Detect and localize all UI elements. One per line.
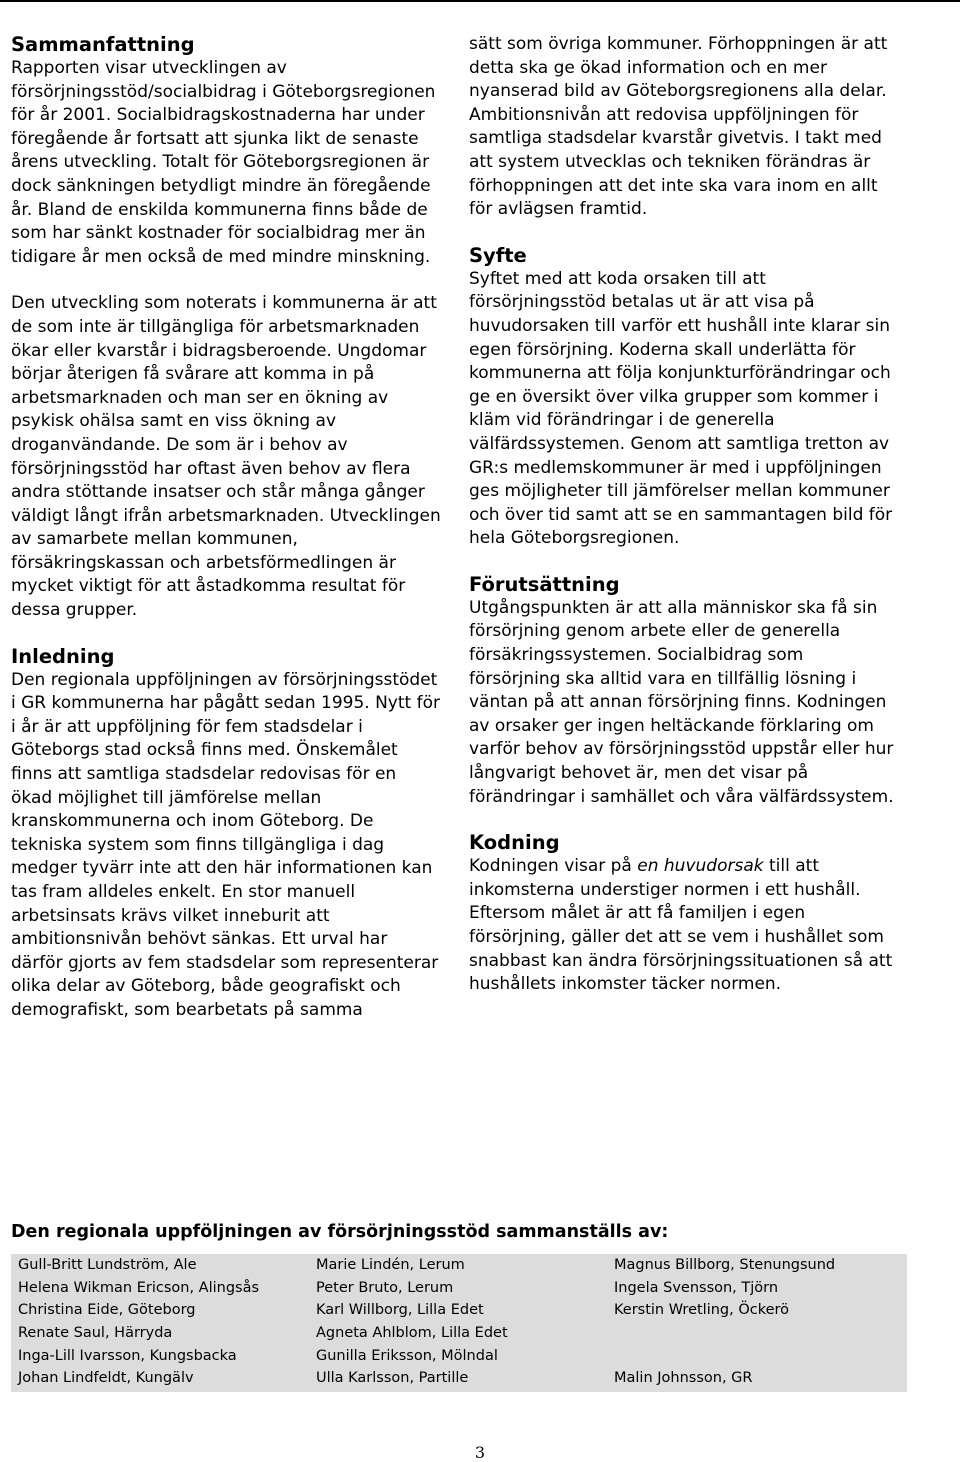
contributors-column-3 (614, 1254, 835, 1390)
contributor: Renate Saul, Härryda (18, 1325, 173, 1342)
contributors-column-2 (316, 1254, 508, 1390)
page-number: 3 (474, 1443, 486, 1462)
coding-paragraph (469, 855, 894, 997)
intro-heading: Inledning (11, 644, 115, 668)
contributors-box (11, 1254, 907, 1392)
contributor: Christina Eide, Göteborg (18, 1302, 196, 1319)
premise-paragraph: Utgångspunkten är att alla människor ska få sin försörjning genom arbete eller de generella försäkringssystemen. Socialbidrag som försörjning ska alltid vara en tillfällig lösning i väntan på att annan försörjning finns. Kodningen av orsaker ger ingen heltäckande förklaring om varför behov av försörjningsstöd uppstår eller hur långvarigt behovet är, men det visar på förändringar i samhället och våra välfärdssystem. (469, 597, 894, 807)
right-column (469, 33, 894, 997)
summary-paragraph-2: Den utveckling som noterats i kommunerna är att de som inte är tillgängliga för arbetsmarknaden ökar eller kvarstår i bidragsberoende. Ungdomar börjar återigen få svårare att komma in på arbetsmarknaden och man ser en ökning av psykisk ohälsa samt en viss ökning av droganvändande. De som är i behov av försörjningsstöd har oftast även behov av flera andra stöttande insatser och står många gånger väldigt långt ifrån arbetsmarknaden. Utvecklingen av samarbete mellan kommunen, försäkringskassan och arbetsförmedlingen är mycket viktigt för att åstadkomma resultat för dessa grupper. (11, 293, 441, 621)
contributor: Magnus Billborg, Stenungsund (614, 1257, 836, 1273)
contributors-column-1 (18, 1254, 259, 1390)
contributor: Johan Lindfeldt, Kungälv (18, 1370, 194, 1387)
summary-paragraph-1: Rapporten visar utvecklingen av försörjningsstöd/socialbidrag i Göteborgsregionen för år 2001. Socialbidragskostnaderna har under föregående år fortsatt att sjunka likt de senaste årens utveckling. Totalt för Göteborgsregionen är dock sänkningen betydligt mindre än föregående år. Bland de enskilda kommunerna finns både de som har sänkt kostnader för socialbidrag mer än tidigare år men också de med mindre minskning. (11, 58, 436, 267)
contributor (614, 1345, 835, 1368)
contributor: Karl Willborg, Lilla Edet (316, 1302, 484, 1319)
coding-heading: Kodning (469, 831, 560, 855)
intro-paragraph-continued: sätt som övriga kommuner. Förhoppningen är att detta ska ge ökad information och en mer nyanserad bild av Göteborgsregionens alla delar. Ambitionsnivån att redovisa uppföljningen för samtliga stadsdelar kvarstår givetvis. I takt med att system utvecklas och tekniken förändras är förhoppningen att det inte ska vara inom en allt för avlägsen framtid. (469, 34, 888, 220)
premise-section (469, 573, 894, 809)
coding-section (469, 831, 894, 997)
compiled-by-heading: Den regionala uppföljningen av försörjningsstöd sammanställs av: (11, 1222, 669, 1242)
contributor: Kerstin Wretling, Öckerö (614, 1302, 790, 1319)
contributor: Marie Lindén, Lerum (316, 1257, 465, 1273)
summary-heading: Sammanfattning (11, 33, 195, 56)
purpose-section (469, 244, 894, 551)
intro-paragraph: Den regionala uppföljningen av försörjningsstödet i GR kommunerna har pågått sedan 1995. Nytt för i år är att uppföljning för fem stadsdelar i Göteborgs stad också finns med. Önskemålet finns att samtliga stadsdelar redovisas för en ökad möjlighet till jämförelse mellan kranskommunerna och inom Göteborg. De tekniska system som finns tillgängliga i dag medger tyvärr inte att den här informationen kan tas fram alldeles enkelt. En stor manuell arbetsinsats krävs vilket inneburit att ambitionsnivån behövt sänkas. Ett urval har därför gjorts av fem stadsdelar som representerar olika delar av Göteborg, både geografiskt och demografiskt, som bearbetats på samma (11, 669, 440, 1020)
contributor: Ingela Svensson, Tjörn (614, 1279, 779, 1296)
intro-section (11, 645, 441, 1023)
contributor: Peter Bruto, Lerum (316, 1279, 454, 1296)
premise-heading: Förutsättning (469, 572, 620, 596)
coding-text-start: Kodningen visar på (469, 856, 638, 877)
contributor: Malin Johnsson, GR (614, 1370, 753, 1387)
contributor: Gunilla Eriksson, Mölndal (316, 1347, 498, 1364)
contributor: Agneta Ahlblom, Lilla Edet (316, 1325, 508, 1342)
contributor: Ulla Karlsson, Partille (316, 1370, 469, 1387)
left-column (11, 33, 441, 1023)
purpose-paragraph: Syftet med att koda orsaken till att försörjningsstöd betalas ut är att visa på huvudorsaken till varför ett hushåll inte klarar sin egen försörjning. Koderna skall underlätta för kommunerna att följa konjunkturförändringar och ge en översikt över vilka grupper som kommer i kläm vid förändringar i de generella välfärdssystemen. Genom att samtliga tretton av GR:s medlemskommuner är med i uppföljningen ges möjligheter till jämförelser mellan kommuner och över tid samt att se en sammantagen bild för hela Göteborgsregionen. (469, 268, 893, 549)
purpose-heading: Syfte (469, 243, 527, 267)
coding-emphasis: en huvudorsak (637, 856, 764, 877)
coding-text-end: till att inkomsterna understiger normen i ett hushåll. Eftersom målet är att få familjen i egen försörjning, gäller det att se vem i hushållet som snabbast kan ändra försörjningssituationen så att hushållets inkomster täcker normen. (469, 856, 893, 995)
contributor: Gull-Britt Lundström, Ale (18, 1257, 197, 1273)
top-rule (0, 0, 960, 2)
contributor: Inga-Lill Ivarsson, Kungsbacka (18, 1347, 237, 1364)
contributor: Helena Wikman Ericson, Alingsås (18, 1279, 260, 1296)
contributor (614, 1322, 835, 1345)
